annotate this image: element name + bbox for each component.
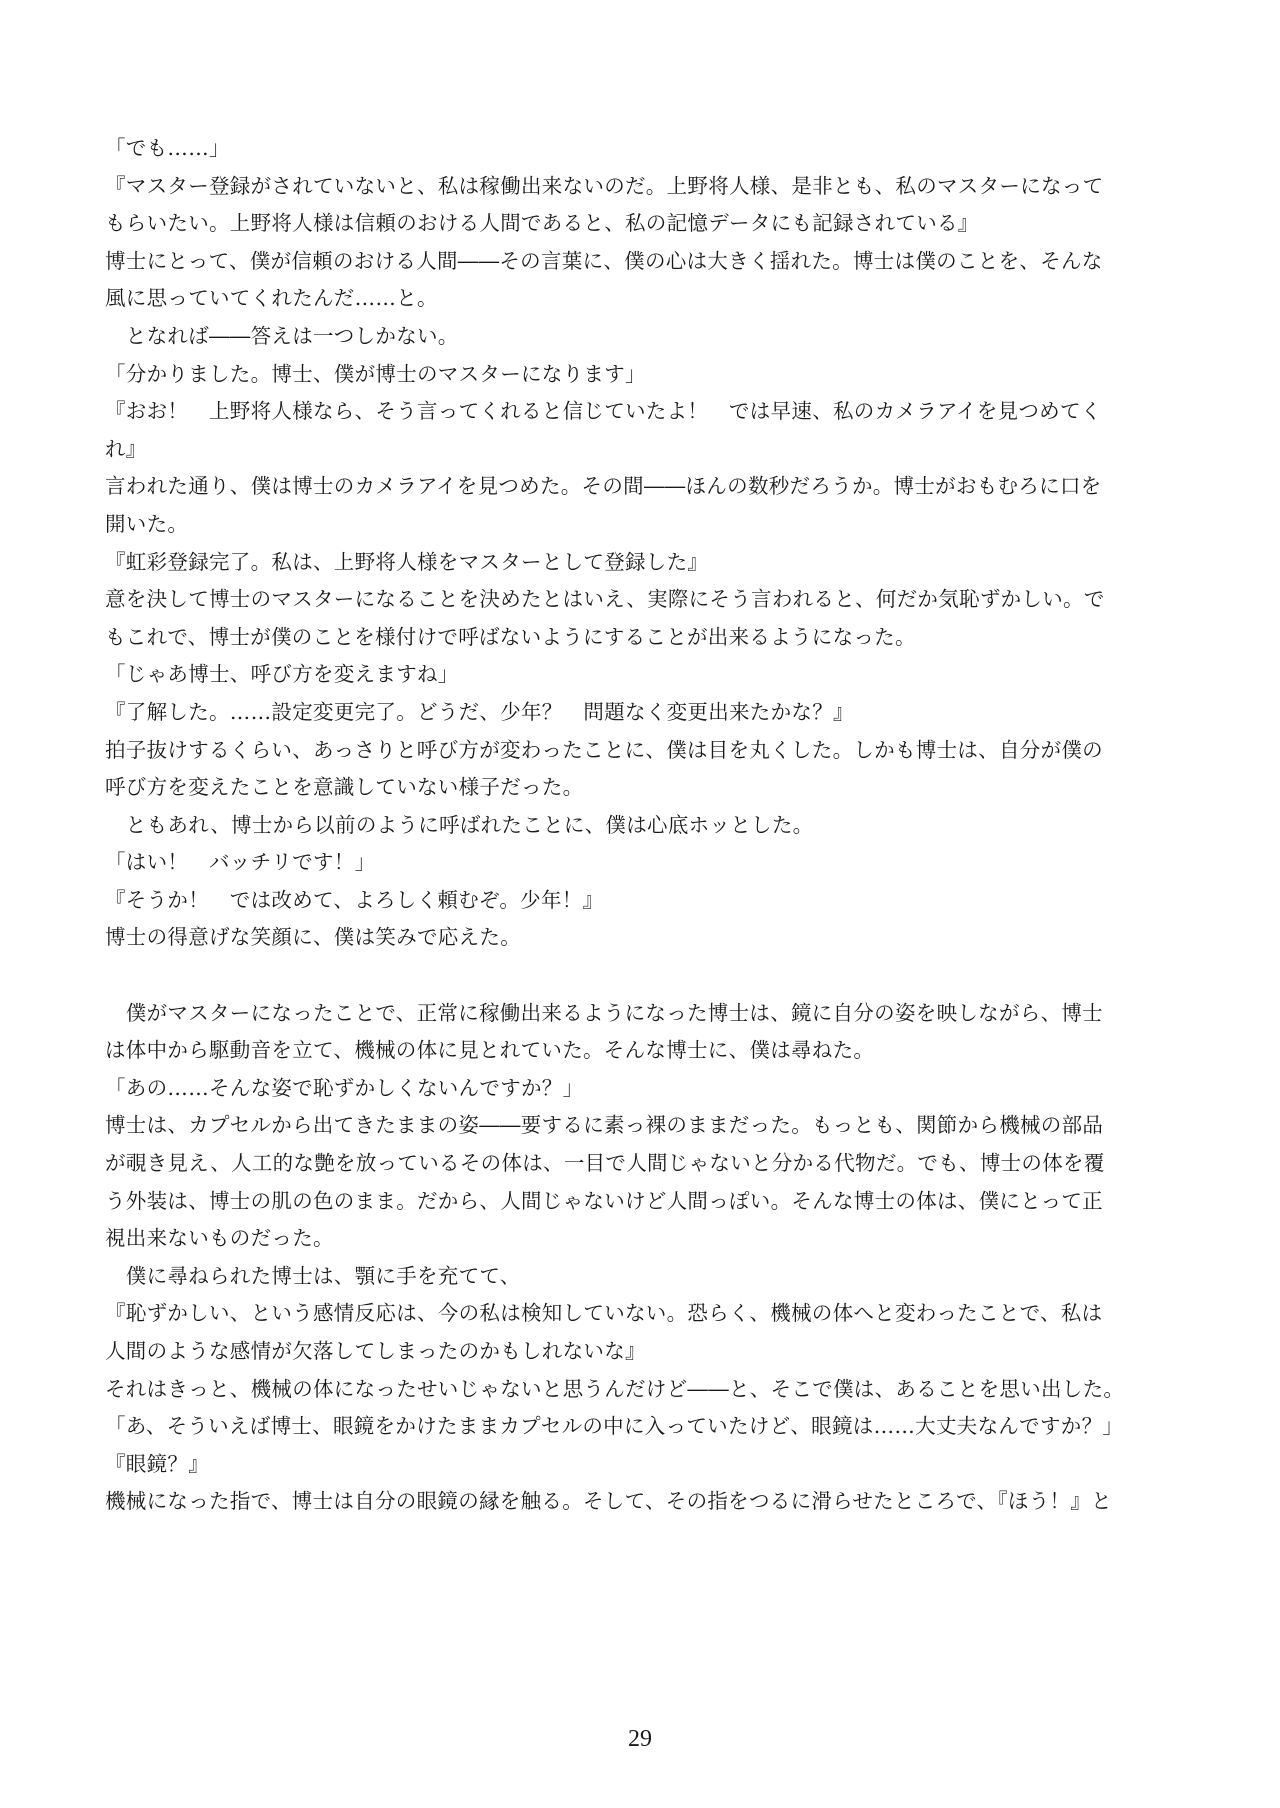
text-line: 『眼鏡？』 [105, 1451, 209, 1476]
text-line: が覗き見え、人工的な艶を放っているその体は、一目で人間じゃないと分かる代物だ。でも、博士の体を覆 [105, 1151, 1105, 1176]
body-text [105, 130, 1185, 1521]
text-line: 言われた通り、僕は博士のカメラアイを見つめた。その間――ほんの数秒だろうか。博士がおもむろに口を [105, 474, 1102, 499]
text-line: う外装は、博士の肌の色のまま。だから、人間じゃないけど人間っぽい。そんな博士の体は、僕にとって正 [105, 1188, 1103, 1213]
text-line: 開いた。 [105, 511, 189, 536]
text-line: 『マスター登録がされていないと、私は稼働出来ないのだ。上野将人様、是非とも、私のマスターになって [105, 173, 1104, 198]
text-line: 機械になった指で、博士は自分の眼鏡の縁を触る。そして、その指をつるに滑らせたところで、『ほう！』と [105, 1489, 1112, 1514]
text-line: は体中から駆動音を立て、機械の体に見とれていた。そんな博士に、僕は尋ねた。 [105, 1038, 875, 1063]
text-line: 「あの……そんな姿で恥ずかしくないんですか？」 [105, 1075, 584, 1100]
text-line: 「でも……」 [105, 136, 230, 160]
text-line: 拍子抜けするくらい、あっさりと呼び方が変わったことに、僕は目を丸くした。しかも博士は、自分が僕の [105, 737, 1103, 762]
page-number: 29 [628, 1726, 652, 1752]
text-line: もらいたい。上野将人様は信頼のおける人間であると、私の記憶データにも記録されている』 [105, 211, 979, 236]
text-line: 『おお！ 上野将人様なら、そう言ってくれると信じていたよ！ では早速、私のカメラアイを見つめてく [105, 399, 1102, 424]
text-line: それはきっと、機械の体になったせいじゃないと思うんだけど――と、そこで僕は、あることを思い出した。 [105, 1376, 1125, 1401]
text-line: ともあれ、博士から以前のように呼ばれたことに、僕は心底ホッとした。 [105, 812, 814, 837]
text-line: 『恥ずかしい、という感情反応は、今の私は検知していない。恐らく、機械の体へと変わったことで、私は [105, 1301, 1103, 1326]
text-line: 「はい！ バッチリです！」 [105, 850, 376, 875]
text-line: 博士の得意げな笑顔に、僕は笑みで応えた。 [105, 925, 521, 950]
text-line: となれば――答えは一つしかない。 [105, 323, 459, 348]
text-line: 風に思っていてくれたんだ……と。 [105, 286, 438, 311]
text-line: 『虹彩登録完了。私は、上野将人様をマスターとして登録した』 [105, 549, 709, 574]
text-line: 視出来ないものだった。 [105, 1226, 334, 1251]
text-line: 僕がマスターになったことで、正常に稼働出来るようになった博士は、鏡に自分の姿を映しながら、博士 [105, 1000, 1103, 1025]
text-line: 「じゃあ博士、呼び方を変えますね」 [105, 662, 459, 687]
text-line: 呼び方を変えたことを意識していない様子だった。 [105, 775, 584, 800]
text-line: 「あ、そういえば博士、眼鏡をかけたままカプセルの中に入っていたけど、眼鏡は……大丈夫なんですか？」 [105, 1414, 1124, 1439]
text-line: 「分かりました。博士、僕が博士のマスターになります」 [105, 361, 646, 386]
text-line: 『そうか！ では改めて、よろしく頼むぞ。少年！』 [105, 887, 604, 912]
text-line: 博士にとって、僕が信頼のおける人間――その言葉に、僕の心は大きく揺れた。博士は僕のことを、そんな [105, 248, 1103, 273]
text-line: 意を決して博士のマスターになることを決めたとはいえ、実際にそう言われると、何だか気恥ずかしい。で [105, 587, 1105, 612]
text-line: 人間のような感情が欠落してしまったのかもしれないな』 [105, 1339, 646, 1363]
text-line: れ』 [105, 436, 147, 461]
paragraph-gap [105, 957, 1185, 995]
text-line: 僕に尋ねられた博士は、顎に手を充てて、 [105, 1263, 521, 1288]
text-line: 『了解した。……設定変更完了。どうだ、少年？ 問題なく変更出来たかな？』 [105, 699, 854, 724]
text-line: もこれで、博士が僕のことを様付けで呼ばないようにすることが出来るようになった。 [105, 624, 916, 649]
text-line: 博士は、カプセルから出てきたままの姿――要するに素っ裸のままだった。もっとも、関節から機械の部品 [105, 1113, 1104, 1138]
